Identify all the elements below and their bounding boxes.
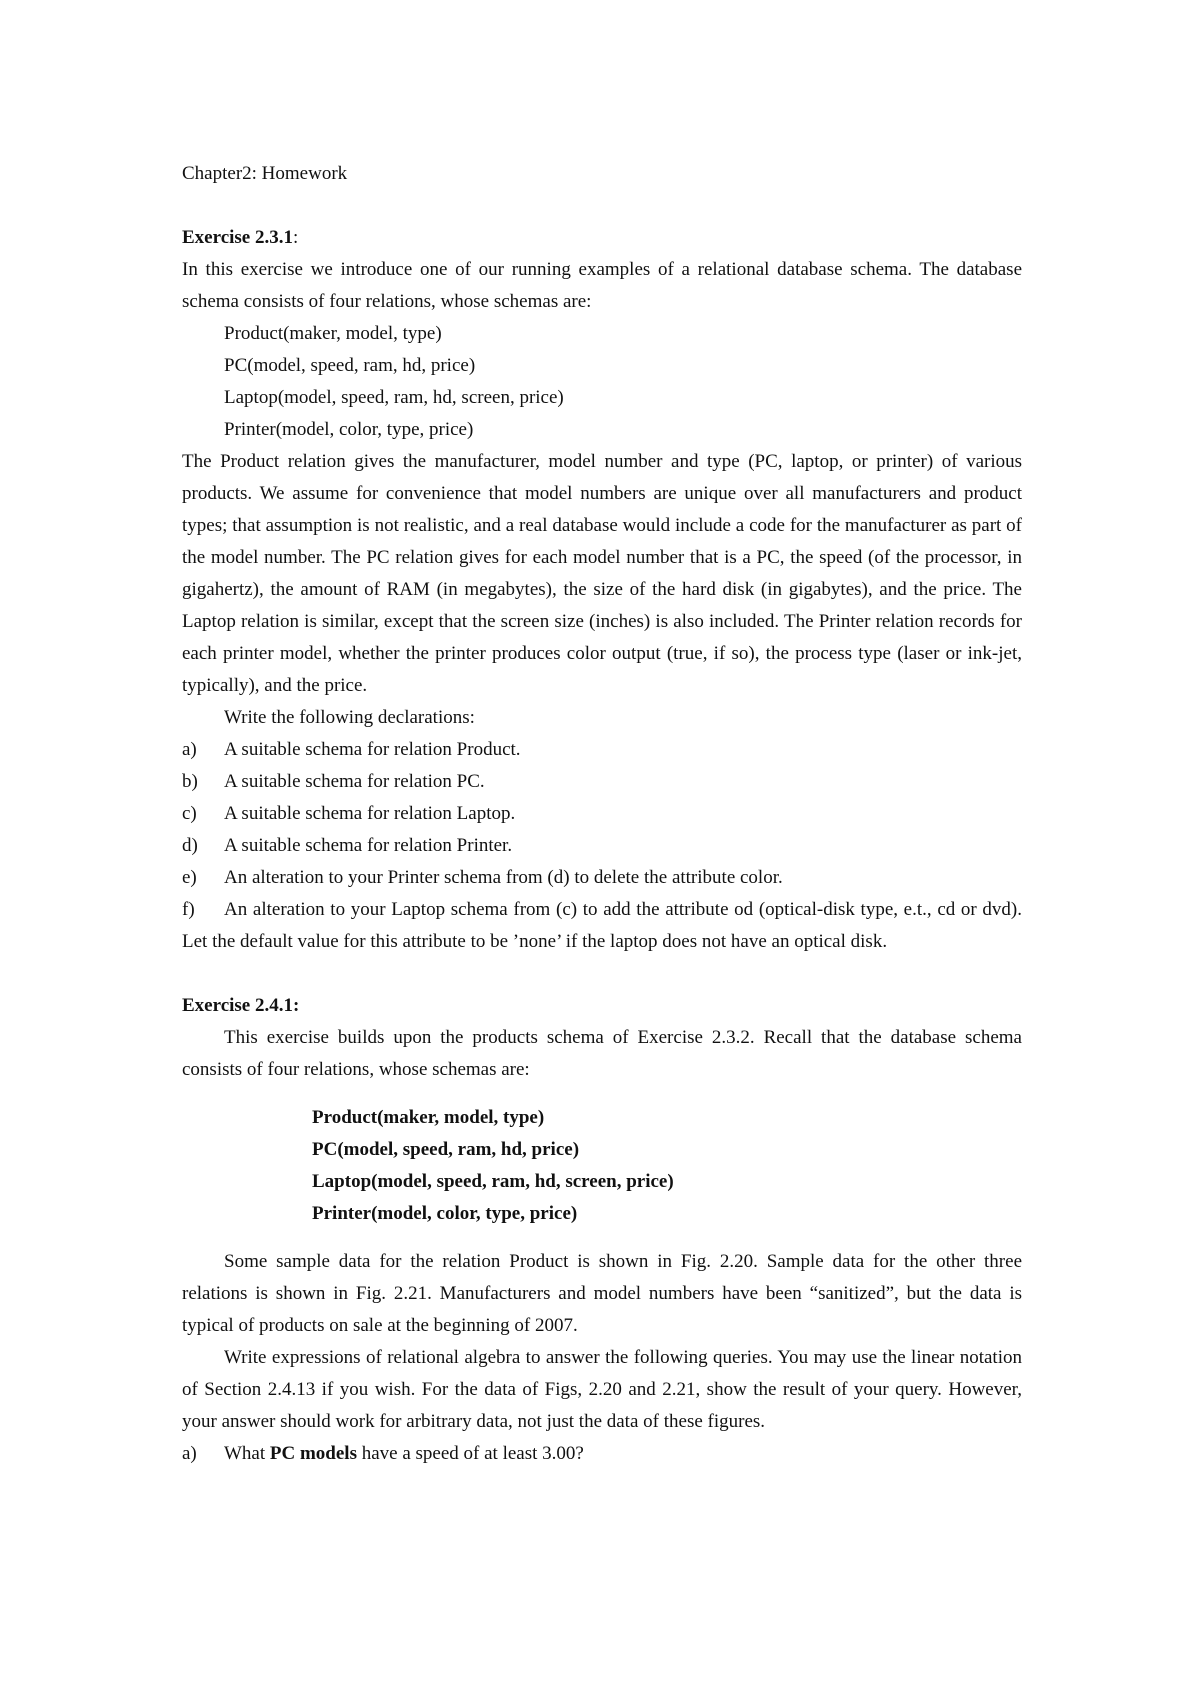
exercise-number: Exercise 2.3.1 (182, 227, 293, 248)
list-marker: a) (182, 1443, 197, 1464)
sample-data-paragraph: Some sample data for the relation Product is shown in Fig. 2.20. Sample data for the other three relations is shown in Fig. 2.21. Manufacturers and model numbers have been “sanitized”, but the data is typical of products on sale at the beginning of 2007. (182, 1251, 1022, 1336)
relation-description: The Product relation gives the manufacturer, model number and type (PC, laptop, or printer) of various products. We assume for convenience that model numbers are unique over all manufacturers and product types; that assumption is not realistic, and a real database would include a code for the manufacturer as part of the model number. The PC relation gives for each model number that is a PC, the speed (of the processor, in gigahertz), the amount of RAM (in megabytes), the size of the hard disk (in gigabytes), and the price. The Laptop relation is similar, except that the screen size (inches) is also included. The Printer relation records for each printer model, whether the printer produces color output (true, if so), the process type (laser or ink-jet, typically), and the price. (182, 451, 1022, 696)
list-item-text: An alteration to your Printer schema from (d) to delete the attribute color. (224, 867, 783, 888)
list-item-text: An alteration to your Laptop schema from (c) to add the attribute od (optical-disk type, e.t., cd or dvd). Let the default value for this attribute to be ’none’ if the laptop does not have an optical disk. (182, 899, 1022, 952)
page-title: Chapter2: Homework (182, 163, 348, 184)
spacer (182, 1086, 1022, 1102)
spacer (182, 958, 1022, 990)
list-item (182, 1438, 1022, 1470)
list-marker: a) (182, 739, 197, 760)
list-item-text: A suitable schema for relation Product. (224, 739, 521, 760)
list-item (182, 830, 1022, 862)
spacer (182, 190, 1022, 222)
list-item (182, 766, 1022, 798)
schema-pc: PC(model, speed, ram, hd, price) (224, 355, 476, 376)
exercise-intro: In this exercise we introduce one of our running examples of a relational database schema. The database schema consists of four relations, whose schemas are: (182, 259, 1022, 312)
list-marker: e) (182, 867, 197, 888)
list-marker: f) (182, 899, 195, 920)
query-suffix: have a speed of at least 3.00? (356, 1443, 584, 1464)
query-bold: PC models (269, 1443, 357, 1464)
exercise-intro: This exercise builds upon the products schema of Exercise 2.3.2. Recall that the database schema consists of four relations, whose schemas are: (182, 1027, 1022, 1080)
list-item (182, 894, 1022, 958)
list-item-text: A suitable schema for relation Laptop. (224, 803, 516, 824)
schema-product: Product(maker, model, type) (224, 323, 442, 344)
exercise-heading-2-3-1 (182, 222, 1022, 254)
exercise-number: Exercise 2.4.1: (182, 995, 300, 1016)
list-marker: c) (182, 803, 197, 824)
list-marker: b) (182, 771, 198, 792)
schema-product: Product(maker, model, type) (312, 1107, 545, 1128)
instruction-text: Write the following declarations: (224, 707, 475, 728)
list-item (182, 798, 1022, 830)
list-marker: d) (182, 835, 198, 856)
schema-laptop: Laptop(model, speed, ram, hd, screen, price) (224, 387, 564, 408)
schema-printer: Printer(model, color, type, price) (312, 1203, 578, 1224)
spacer (182, 1230, 1022, 1246)
query-prefix: What (224, 1443, 270, 1464)
list-item-text: A suitable schema for relation PC. (224, 771, 485, 792)
queries-paragraph: Write expressions of relational algebra to answer the following queries. You may use the linear notation of Section 2.4.13 if you wish. For the data of Figs, 2.20 and 2.21, show the result of your query. However, your answer should work for arbitrary data, not just the data of these figures. (182, 1347, 1022, 1432)
list-item (182, 734, 1022, 766)
document-page (182, 158, 1022, 1470)
schema-pc: PC(model, speed, ram, hd, price) (312, 1139, 580, 1160)
schema-laptop: Laptop(model, speed, ram, hd, screen, price) (312, 1171, 674, 1192)
exercise-heading-2-4-1 (182, 990, 1022, 1022)
schema-printer: Printer(model, color, type, price) (224, 419, 474, 440)
heading-colon: : (293, 227, 299, 248)
list-item (182, 862, 1022, 894)
list-item-text (224, 1438, 1022, 1470)
list-item-text: A suitable schema for relation Printer. (224, 835, 513, 856)
